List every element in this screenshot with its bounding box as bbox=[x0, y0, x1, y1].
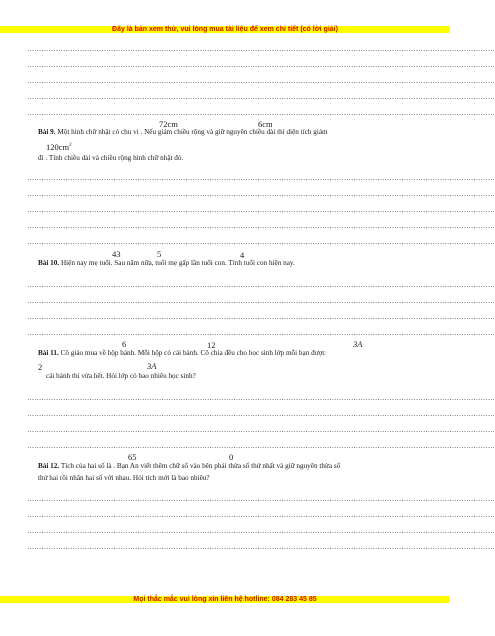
math-value: 12 bbox=[207, 340, 216, 350]
math-value: $120cm^2$ bbox=[46, 142, 72, 152]
answer-line: …………………………………………………………………………………………………………………………………………………………………………… bbox=[27, 329, 495, 337]
answer-line: …………………………………………………………………………………………………………………………………………………………………………… bbox=[27, 297, 495, 305]
answer-line: …………………………………………………………………………………………………………………………………………………………………………… bbox=[27, 93, 495, 101]
math-value: 72cm bbox=[159, 119, 178, 129]
problem-9-line1 bbox=[38, 128, 328, 137]
math-value: 4 bbox=[240, 250, 245, 260]
answer-line: …………………………………………………………………………………………………………………………………………………………………………… bbox=[27, 410, 495, 418]
problem-9-line2: đi . Tính chiều dài và chiều rộng hình chữ nhật đó. bbox=[38, 154, 184, 162]
problem-label: Bài 10. bbox=[38, 259, 60, 267]
answer-line: …………………………………………………………………………………………………………………………………………………………………………… bbox=[27, 394, 495, 402]
problem-12-line2: thứ hai rồi nhân hai số với nhau. Hỏi tích mới là bao nhiêu? bbox=[38, 474, 210, 482]
problem-label: Bài 12. bbox=[38, 462, 60, 470]
answer-line: …………………………………………………………………………………………………………………………………………………………………………… bbox=[27, 543, 495, 551]
math-value: 6cm bbox=[258, 119, 273, 129]
answer-line: …………………………………………………………………………………………………………………………………………………………………………… bbox=[27, 281, 495, 289]
answer-line: …………………………………………………………………………………………………………………………………………………………………………… bbox=[27, 222, 495, 230]
answer-line: …………………………………………………………………………………………………………………………………………………………………………… bbox=[27, 527, 495, 535]
math-value: 43 bbox=[112, 249, 121, 259]
preview-notice-banner: Đây là bản xem thử, vui lòng mua tài liệu để xem chi tiết (có lời giải) bbox=[0, 26, 450, 33]
answer-line: …………………………………………………………………………………………………………………………………………………………………………… bbox=[27, 313, 495, 321]
problem-12-line1 bbox=[38, 462, 340, 471]
hotline-notice-banner: Mọi thắc mắc vui lòng xin liên hệ hotline: 084 283 45 85 bbox=[0, 596, 450, 603]
math-value: 2 bbox=[38, 362, 43, 372]
math-value: 6 bbox=[122, 339, 127, 349]
problem-label: Bài 9. bbox=[38, 128, 56, 136]
problem-text: Một hình chữ nhật có chu vi . Nếu giảm chiều rộng và giữ nguyên chiều dài thì diện tích giảm bbox=[57, 128, 328, 136]
math-value: 65 bbox=[128, 452, 137, 462]
problem-text: Hiện nay mẹ tuổi. Sau năm nữa, tuổi mẹ gấp lần tuổi con. Tính tuổi con hiện nay. bbox=[60, 259, 295, 267]
math-value: 0 bbox=[229, 452, 234, 462]
math-value: 3A bbox=[353, 339, 363, 349]
answer-line: …………………………………………………………………………………………………………………………………………………………………………… bbox=[27, 495, 495, 503]
answer-line: …………………………………………………………………………………………………………………………………………………………………………… bbox=[27, 442, 495, 450]
answer-line: …………………………………………………………………………………………………………………………………………………………………………… bbox=[27, 190, 495, 198]
answer-line: …………………………………………………………………………………………………………………………………………………………………………… bbox=[27, 511, 495, 519]
answer-line: …………………………………………………………………………………………………………………………………………………………………………… bbox=[27, 61, 495, 69]
problem-text: Cô giáo mua về hộp bánh. Mỗi hộp có cái bánh. Cô chia đều cho học sinh lớp mỗi bạn được bbox=[60, 349, 326, 357]
answer-line: …………………………………………………………………………………………………………………………………………………………………………… bbox=[27, 45, 495, 53]
problem-11-line1 bbox=[38, 349, 326, 358]
answer-line: …………………………………………………………………………………………………………………………………………………………………………… bbox=[27, 206, 495, 214]
answer-line: …………………………………………………………………………………………………………………………………………………………………………… bbox=[27, 174, 495, 182]
answer-line: …………………………………………………………………………………………………………………………………………………………………………… bbox=[27, 426, 495, 434]
problem-10-line1 bbox=[38, 259, 295, 268]
math-value: 3A bbox=[147, 361, 157, 371]
answer-line: …………………………………………………………………………………………………………………………………………………………………………… bbox=[27, 77, 495, 85]
math-value: 5 bbox=[157, 249, 162, 259]
problem-11-line2: cái bánh thì vừa hết. Hỏi lớp có bao nhiêu học sinh? bbox=[46, 372, 196, 380]
problem-label: Bài 11. bbox=[38, 349, 59, 357]
problem-text: Tích của hai số là . Bạn An viết thêm chữ số vào bên phải thừa số thứ nhất và giữ nguyên thừa số bbox=[60, 462, 341, 470]
answer-line: …………………………………………………………………………………………………………………………………………………………………………… bbox=[27, 109, 495, 117]
answer-line: …………………………………………………………………………………………………………………………………………………………………………… bbox=[27, 238, 495, 246]
